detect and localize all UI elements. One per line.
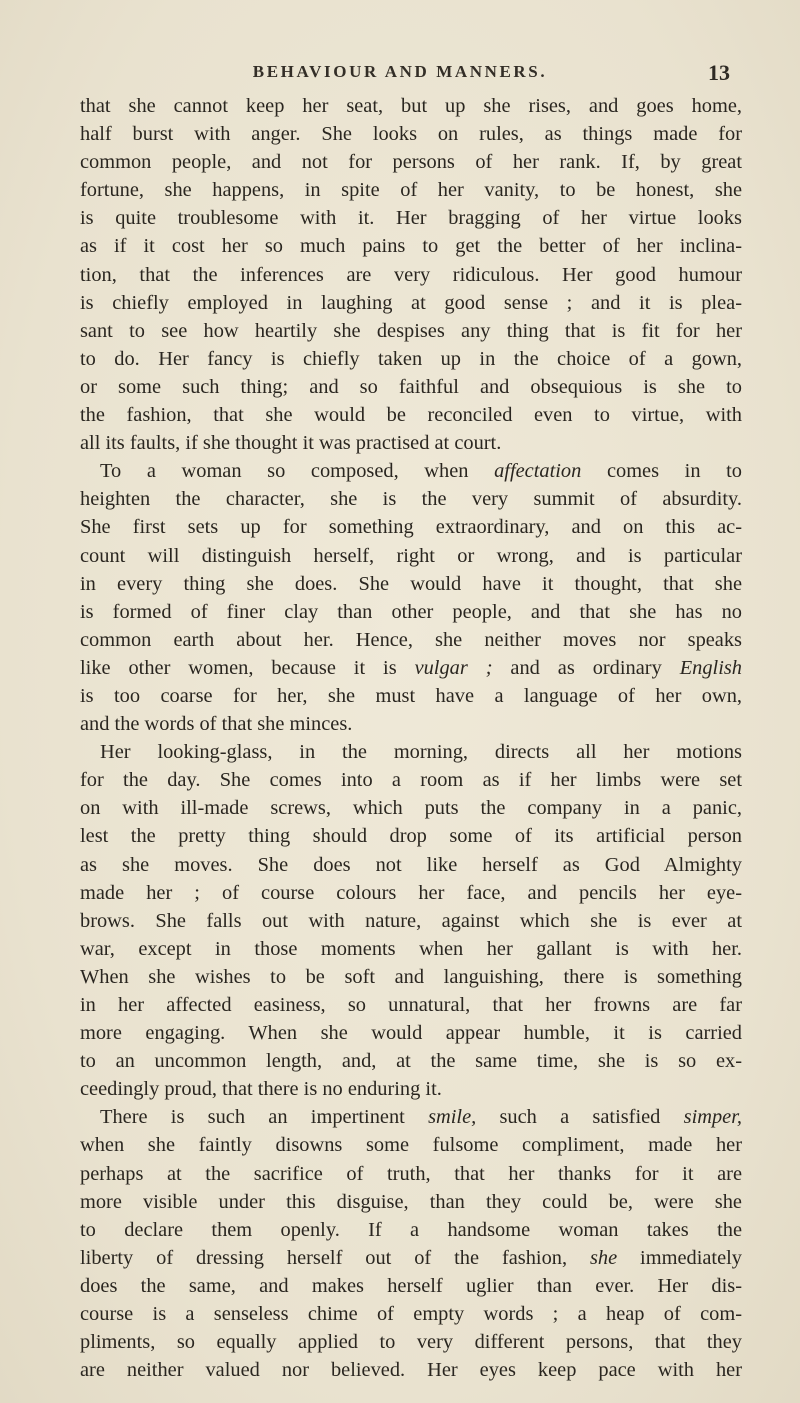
text-line: in her affected easiness, so unnatural, that her frowns are far xyxy=(80,994,742,1016)
text-line: fortune, she happens, in spite of her vanity, to be honest, she xyxy=(80,179,742,202)
text-line: more visible under this disguise, than they could be, were she xyxy=(80,1190,742,1213)
text-line: when she faintly disowns some fulsome compliment, made her xyxy=(80,1134,742,1157)
text-line: all its faults, if she thought it was practised at court. xyxy=(80,432,502,455)
text-line: like other women, because it is vulgar ; and as ordinary English xyxy=(80,656,742,679)
text-line: Her looking-glass, in the morning, directs all her motions xyxy=(100,741,742,764)
text-line: to an uncommon length, and, at the same time, she is so ex- xyxy=(80,1050,742,1073)
page-number: 13 xyxy=(708,60,730,85)
text-line: When she wishes to be soft and languishing, there is something xyxy=(80,965,742,988)
text-line: She first sets up for something extraordinary, and on this ac- xyxy=(80,516,742,539)
text-line: is formed of finer clay than other people, and that she has no xyxy=(80,600,742,623)
text-line: in every thing she does. She would have it thought, that she xyxy=(80,572,742,595)
text-line: count will distinguish herself, right or wrong, and is particular xyxy=(80,544,742,567)
text-line: liberty of dressing herself out of the fashion, she immediately xyxy=(80,1246,742,1269)
text-line: lest the pretty thing should drop some of its artificial person xyxy=(80,825,742,848)
running-head xyxy=(60,62,740,88)
text-line: as if it cost her so much pains to get the better of her inclina- xyxy=(80,235,742,258)
text-line: that she cannot keep her seat, but up she rises, and goes home, xyxy=(80,95,742,117)
text-line: brows. She falls out with nature, against which she is ever at xyxy=(80,909,742,932)
text-line: sant to see how heartily she despises any thing that is fit for her xyxy=(80,319,742,342)
text-line: the fashion, that she would be reconciled even to virtue, with xyxy=(80,404,742,427)
text-line: war, except in those moments when her gallant is with her. xyxy=(80,937,742,960)
text-line: or some such thing; and so faithful and obsequious is she to xyxy=(80,375,742,398)
text-line: on with ill-made screws, which puts the company in a panic, xyxy=(80,797,742,820)
text-line: is too coarse for her, she must have a language of her own, xyxy=(80,684,742,707)
text-line: To a woman so composed, when affectation comes in to xyxy=(100,460,742,483)
text-line: more engaging. When she would appear humble, it is carried xyxy=(80,1022,742,1045)
text-line: ceedingly proud, that there is no enduring it. xyxy=(80,1078,442,1101)
text-line: as she moves. She does not like herself as God Almighty xyxy=(80,853,742,876)
text-line: and the words of that she minces. xyxy=(80,713,353,736)
text-line: heighten the character, she is the very summit of absurdity. xyxy=(80,488,742,511)
text-line: half burst with anger. She looks on rules, as things made for xyxy=(80,123,742,146)
text-line: course is a senseless chime of empty words ; a heap of com- xyxy=(80,1303,742,1326)
text-line: made her ; of course colours her face, and pencils her eye- xyxy=(80,881,742,904)
text-line: are neither valued nor believed. Her eyes keep pace with her xyxy=(80,1359,742,1382)
text-line: There is such an impertinent smile, such a satisfied simper, xyxy=(100,1106,742,1129)
body-text xyxy=(80,92,742,1384)
text-line: perhaps at the sacrifice of truth, that her thanks for it are xyxy=(80,1162,742,1185)
text-line: to declare them openly. If a handsome woman takes the xyxy=(80,1218,742,1241)
text-line: common people, and not for persons of her rank. If, by great xyxy=(80,151,742,174)
text-line: is quite troublesome with it. Her bragging of her virtue looks xyxy=(80,207,742,230)
text-line: does the same, and makes herself uglier than ever. Her dis- xyxy=(80,1274,742,1297)
text-line: tion, that the inferences are very ridiculous. Her good humour xyxy=(80,263,742,286)
text-line: is chiefly employed in laughing at good sense ; and it is plea- xyxy=(80,291,742,314)
text-line: for the day. She comes into a room as if her limbs were set xyxy=(80,769,742,792)
text-line: common earth about her. Hence, she neither moves nor speaks xyxy=(80,628,742,651)
text-line: to do. Her fancy is chiefly taken up in the choice of a gown, xyxy=(80,347,742,370)
text-line: pliments, so equally applied to very different persons, that they xyxy=(80,1331,742,1354)
running-title: BEHAVIOUR AND MANNERS. xyxy=(252,62,548,81)
